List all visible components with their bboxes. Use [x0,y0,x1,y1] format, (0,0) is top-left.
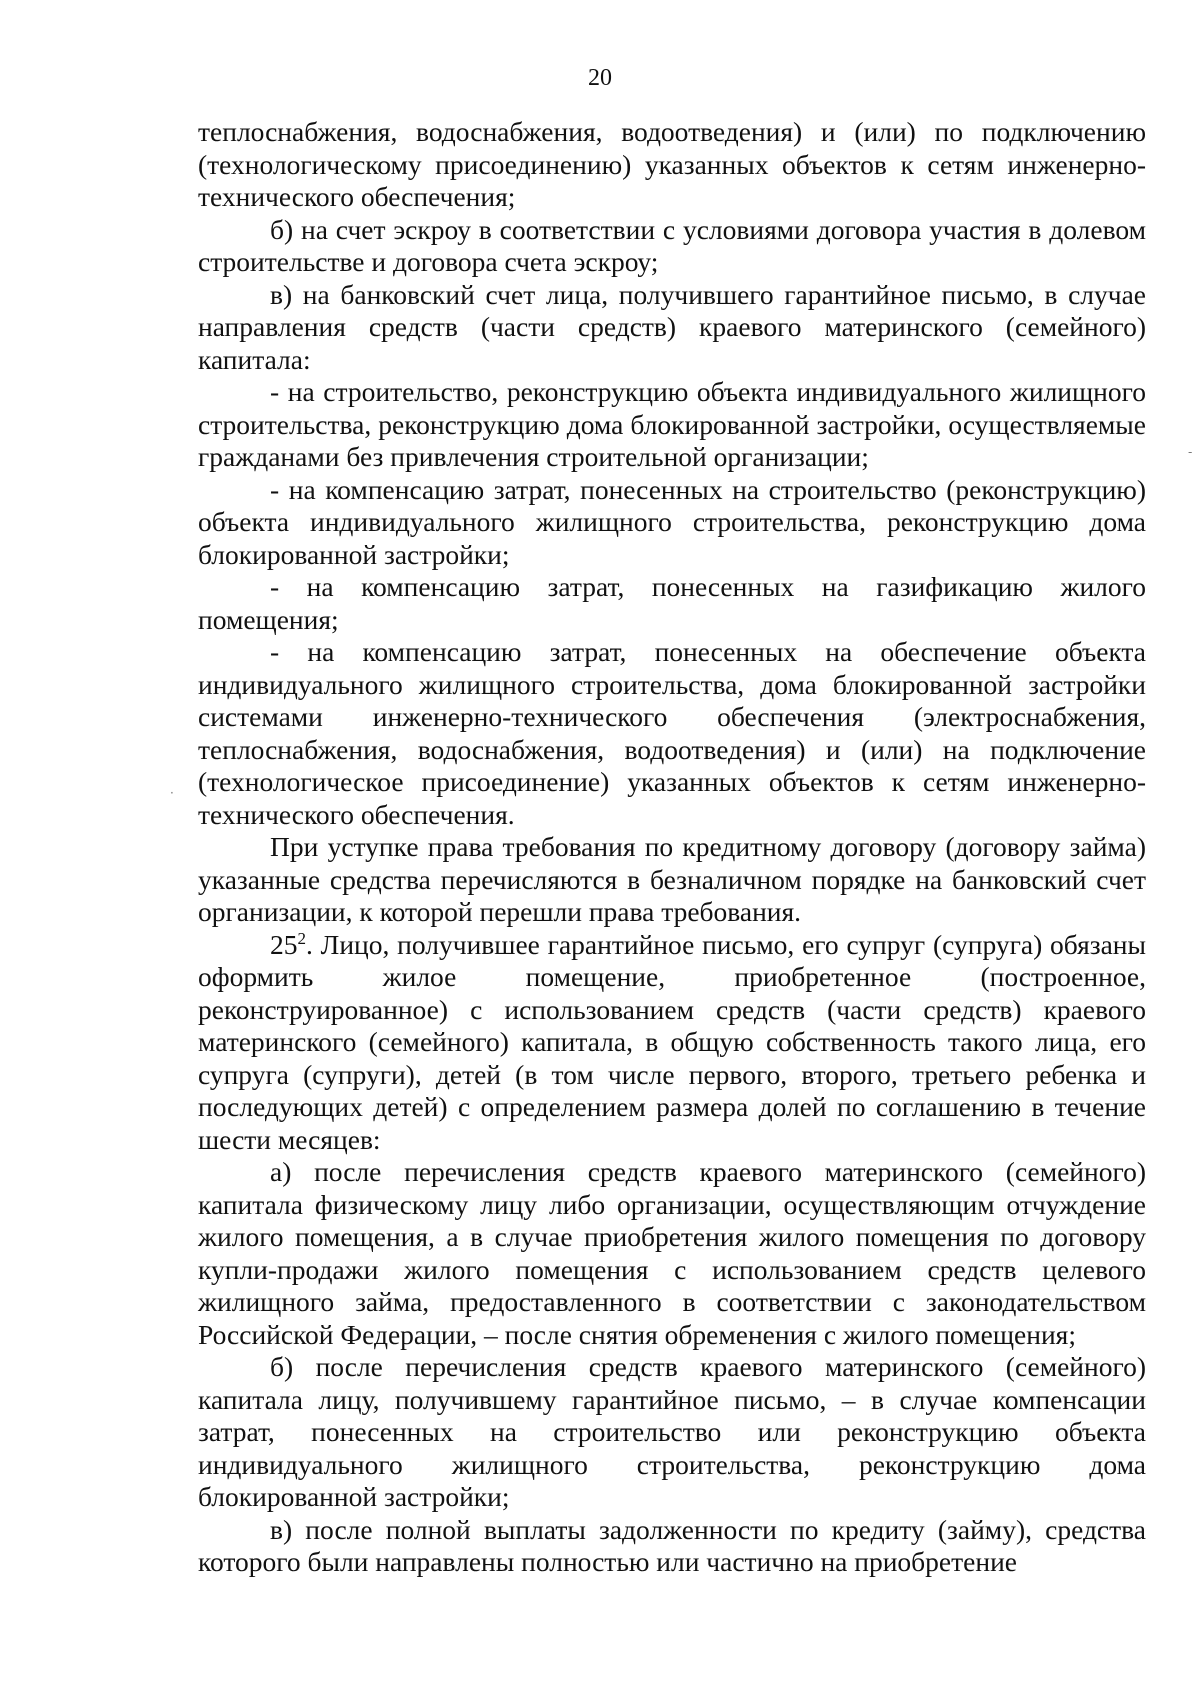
list-item-engineering-compensation: - на компенсацию затрат, понесенных на обеспечение объекта индивидуального жилищного строительства, дома блокированной застройки системами инженерно-технического обеспечения (электроснабжения, теплоснабжения, водоснабжения, водоотведения) и (или) на подключение (технологическое присоединение) указанных объектов к сетям инженерно-технического обеспечения. [198,636,1146,830]
paragraph-v-after-repayment: в) после полной выплаты задолженности по кредиту (займу), средства которого были направлены полностью или частично на приобретение [198,1513,1146,1577]
scan-dash-mark: - [1188,445,1193,459]
paragraph-b-after-transfer: б) после перечисления средств краевого материнского (семейного) капитала лицу, получившему гарантийное письмо, – в случае компенсации затрат, понесенных на строительство или реконструкцию объекта индивидуального жилищного строительства, реконструкцию дома блокированной застройки; [198,1351,1146,1512]
page-number: 20 [588,65,612,91]
clause-text: . Лицо, получившее гарантийное письмо, его супруг (супруга) обязаны оформить жилое помещение, приобретенное (построенное, реконструированное) с использованием средств (части средств) краевого материнского (семейного) капитала, в общую собственность такого лица, его супруга (супруги), детей (в том числе первого, второго, третьего ребенка и последующих детей) с определением размера долей по соглашению в течение шести месяцев: [198,928,1146,1155]
paragraph-b-escrow: б) на счет эскроу в соответствии с условиями договора участия в долевом строительстве и договора счета эскроу; [198,213,1146,277]
list-item-construction-compensation: - на компенсацию затрат, понесенных на строительство (реконструкцию) объекта индивидуального жилищного строительства, реконструкцию дома блокированной застройки; [198,473,1146,570]
clause-superscript: 2 [297,928,306,948]
paragraph-25-2 [198,929,1146,1157]
paragraph-v-bank-account: в) на банковский счет лица, получившего гарантийное письмо, в случае направления средств (части средств) краевого материнского (семейного) капитала: [198,278,1146,375]
document-body [198,116,1146,1579]
paragraph-continuation: теплоснабжения, водоснабжения, водоотведения) и (или) по подключению (технологическому присоединению) указанных объектов к сетям инженерно-технического обеспечения; [198,116,1146,212]
list-item-gasification-compensation: - на компенсацию затрат, понесенных на газификацию жилого помещения; [198,571,1146,635]
paragraph-a-after-transfer: а) после перечисления средств краевого материнского (семейного) капитала физическому лицу либо организации, осуществляющим отчуждение жилого помещения, а в случае приобретения жилого помещения по договору купли-продажи жилого помещения с использованием средств целевого жилищного займа, предоставленного в соответствии с законодательством Российской Федерации, – после снятия обременения с жилого помещения; [198,1156,1146,1350]
list-item-construction: - на строительство, реконструкцию объекта индивидуального жилищного строительства, реконструкцию дома блокированной застройки, осуществляемые гражданами без привлечения строительной организации; [198,376,1146,472]
scan-dot-mark: · [170,786,174,800]
paragraph-assignment: При уступке права требования по кредитному договору (договору займа) указанные средства перечисляются в безналичном порядке на банковский счет организации, к которой перешли права требования. [198,831,1146,927]
clause-number: 25 [270,928,298,960]
